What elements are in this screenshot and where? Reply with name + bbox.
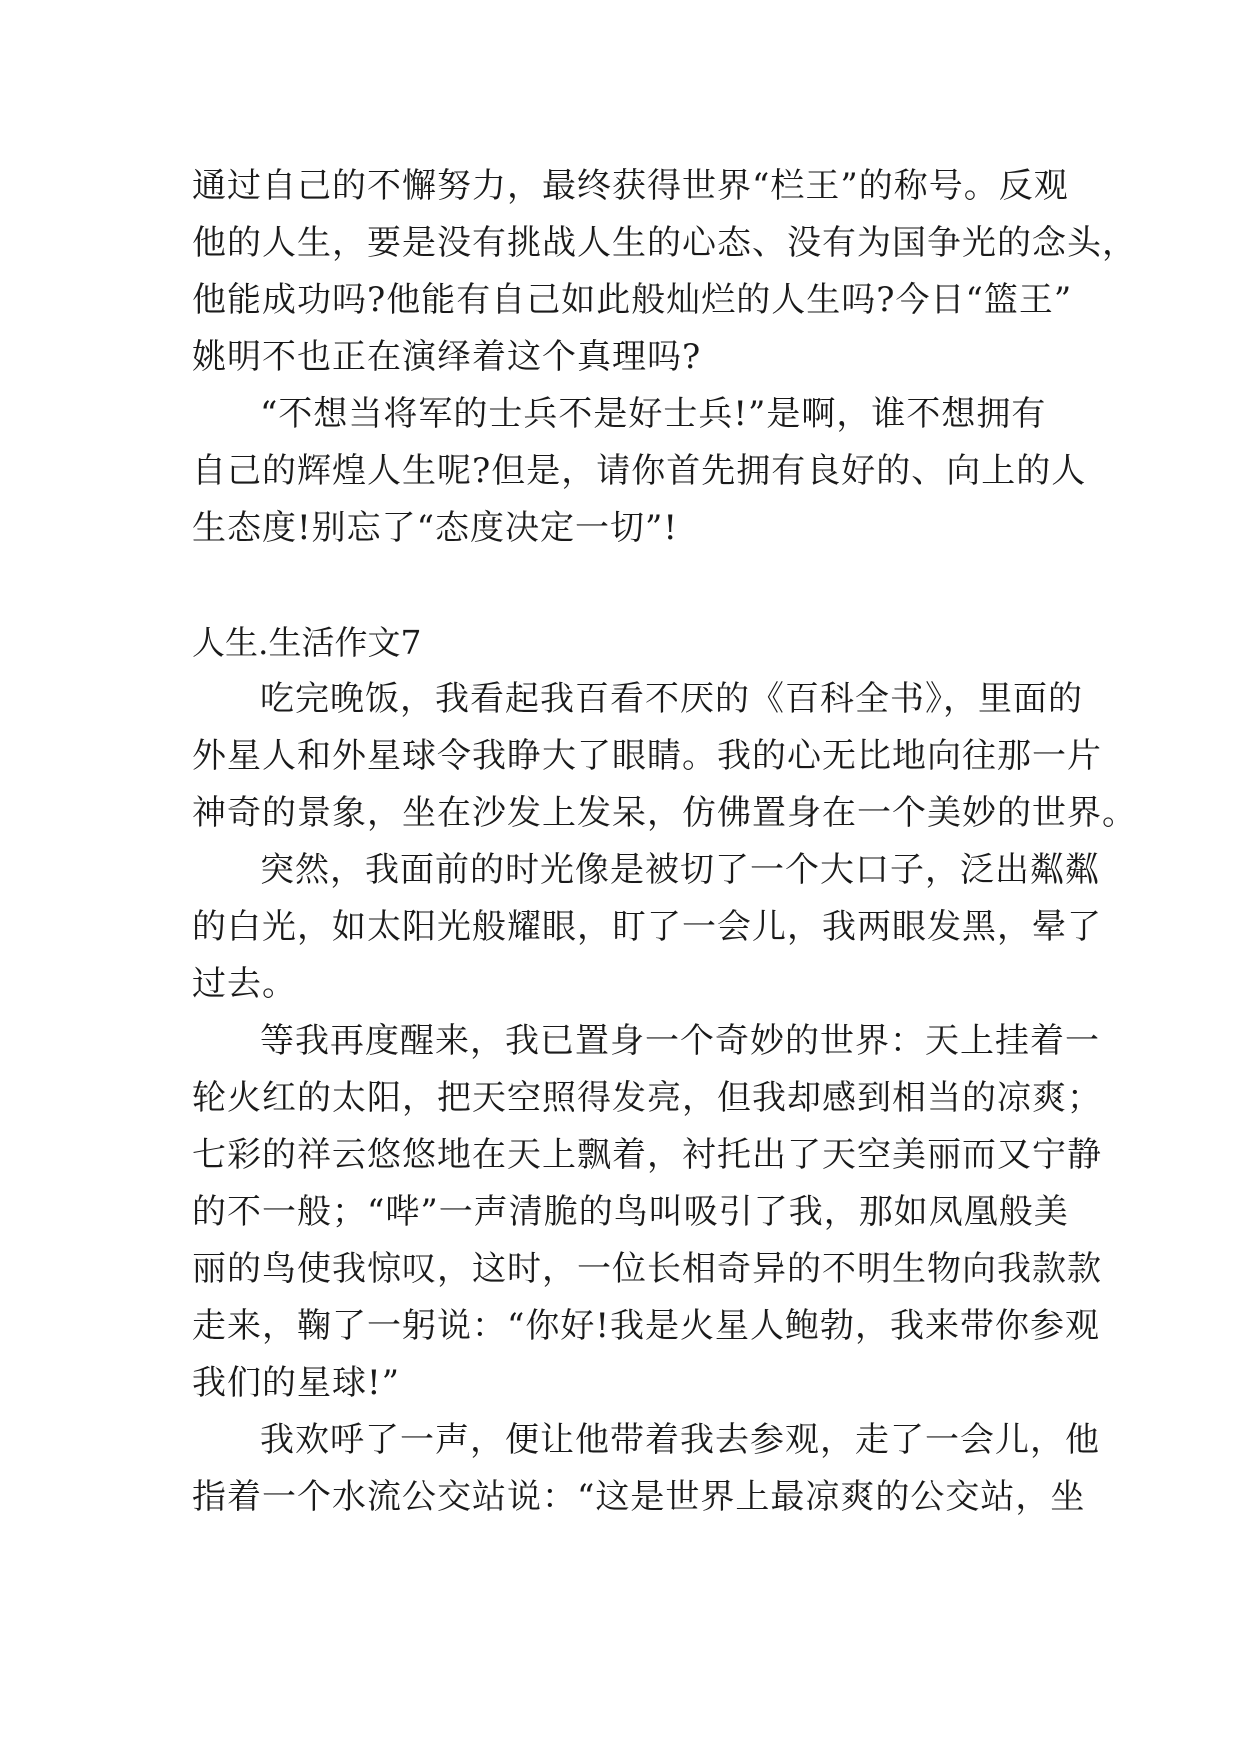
text-line: 自己的辉煌人生呢?但是，请你首先拥有良好的、向上的人: [192, 451, 1087, 491]
document-body: [192, 158, 1137, 1526]
text-line: 的不一般；“哔”一声清脆的鸟叫吸引了我，那如凤凰般美: [192, 1192, 1069, 1232]
text-line: “不想当将军的士兵不是好士兵!”是啊，谁不想拥有: [260, 394, 1047, 434]
paragraph: [192, 386, 1087, 557]
text-line: 吃完晚饭，我看起我百看不厌的《百科全书》，里面的: [260, 679, 1083, 719]
text-line: 外星人和外星球令我睁大了眼睛。我的心无比地向往那一片: [192, 736, 1102, 776]
paragraph-gap: [192, 557, 1062, 614]
paragraph: [192, 671, 1137, 842]
text-line: 轮火红的太阳，把天空照得发亮，但我却感到相当的凉爽；: [192, 1078, 1102, 1118]
text-line: 神奇的景象，坐在沙发上发呆，仿佛置身在一个美妙的世界。: [192, 793, 1137, 833]
text-line: 过去。: [192, 964, 297, 1004]
text-line: 丽的鸟使我惊叹，这时，一位长相奇异的不明生物向我款款: [192, 1249, 1102, 1289]
text-line: 突然，我面前的时光像是被切了一个大口子，泛出粼粼: [260, 850, 1100, 890]
paragraph: [192, 1412, 1100, 1526]
section-heading: 人生.生活作文7: [192, 623, 422, 662]
paragraph: [192, 158, 1137, 386]
paragraph: [192, 842, 1102, 1013]
text-line: 我们的星球!”: [192, 1363, 401, 1403]
paragraph: [192, 1013, 1102, 1412]
text-line: 他能成功吗?他能有自己如此般灿烂的人生吗?今日“篮王”: [192, 280, 1073, 320]
text-line: 姚明不也正在演绎着这个真理吗?: [192, 337, 702, 377]
text-line: 七彩的祥云悠悠地在天上飘着，衬托出了天空美丽而又宁静: [192, 1135, 1102, 1175]
text-line: 指着一个水流公交站说：“这是世界上最凉爽的公交站，坐: [192, 1477, 1086, 1517]
text-line: 生态度!别忘了“态度决定一切”!: [192, 508, 679, 548]
text-line: 的白光，如太阳光般耀眼，盯了一会儿，我两眼发黑，晕了: [192, 907, 1102, 947]
text-line: 走来，鞠了一躬说：“你好!我是火星人鲍勃，我来带你参观: [192, 1306, 1101, 1346]
text-line: 他的人生，要是没有挑战人生的心态、没有为国争光的念头，: [192, 223, 1137, 263]
text-line: 通过自己的不懈努力，最终获得世界“栏王”的称号。反观: [192, 166, 1069, 206]
text-line: 我欢呼了一声，便让他带着我去参观，走了一会儿，他: [260, 1420, 1100, 1460]
text-line: 等我再度醒来，我已置身一个奇妙的世界：天上挂着一: [260, 1021, 1100, 1061]
